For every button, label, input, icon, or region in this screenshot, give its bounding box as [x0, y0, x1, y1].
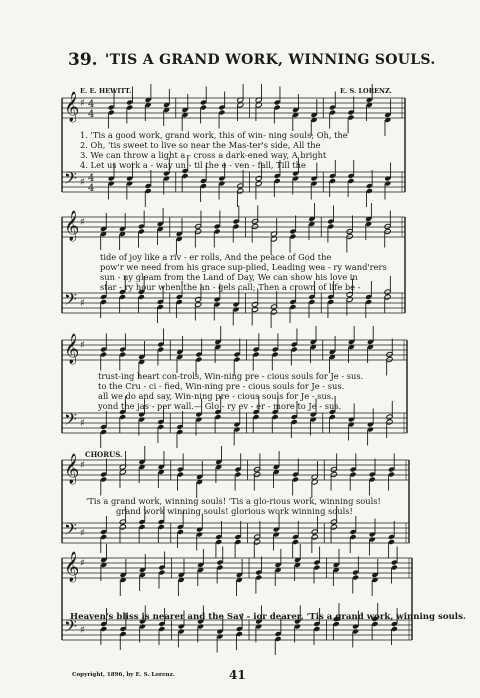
time-signature: 4	[88, 173, 95, 184]
note-head	[330, 519, 337, 525]
note-head	[195, 302, 202, 308]
verse-line-3: sun - ny gleam from the Land of Day, We can show his love in	[100, 272, 358, 282]
verse-line-3: all we do and say, Win-ning pre - cious souls for Je - sus.	[98, 391, 334, 401]
note-head	[384, 229, 391, 235]
time-signature: 4	[88, 109, 95, 120]
note-head	[254, 472, 261, 478]
note-head	[311, 534, 318, 540]
note-head	[195, 297, 202, 303]
chorus-label: CHORUS.	[85, 450, 123, 459]
note-head	[254, 467, 261, 473]
page-number: 41	[229, 668, 246, 682]
chorus-final-lyric: Heaven's bliss is nearer and the Sav - ior dearer, 'Tis a grand work, winning souls.	[70, 612, 466, 622]
verse-line-4: star - ry hour when the an - gels call; Then a crown of life be -	[100, 282, 361, 292]
verse-line-4: yond the jas - per wall.— Glo - ry ev - er - more to Je - sus.	[98, 401, 342, 411]
note-head	[384, 224, 391, 230]
bass-clef-icon: 𝄢	[64, 168, 77, 192]
composer-credit: E. S. LORENZ.	[340, 87, 392, 95]
treble-clef-icon: 𝄞	[64, 92, 80, 122]
sharp-icon: ♯	[80, 98, 85, 109]
treble-clef-icon: 𝄞	[64, 454, 80, 484]
note-head	[386, 414, 393, 420]
sharp-icon: ♯	[80, 460, 85, 471]
treble-clef-icon: 𝄞	[64, 211, 80, 241]
author-credit: E. E. HEWITT.	[80, 87, 132, 95]
note-head	[386, 352, 393, 358]
note-head	[330, 524, 337, 530]
bass-clef-icon: 𝄢	[64, 289, 77, 313]
verse-line-2: pow'r we need from his grace sup-plied, Leading wea - ry wand'rers	[100, 262, 387, 272]
sharp-icon: ♯	[80, 558, 85, 569]
bass-clef-icon: 𝄢	[64, 409, 77, 433]
verse-line-1: tide of joy like a riv - er rolls, And the peace of God the	[100, 252, 332, 262]
note-head	[330, 472, 337, 478]
bass-clef-icon: 𝄢	[64, 519, 77, 543]
bass-clef-icon: 𝄢	[64, 616, 77, 640]
note-head	[251, 219, 258, 225]
verse-line-1: 1. 'Tis a good work, grand work, this of win- ning souls; Oh, the	[80, 130, 348, 140]
verse-line-4: 4. Let us work a - way un - til the e - ven - fall, Till the	[80, 160, 306, 170]
sharp-icon: ♯	[80, 217, 85, 228]
chorus-treble-lyric: 'Tis a grand work, winning souls! 'Tis a glo-rious work, winning souls!	[86, 496, 381, 506]
note-head	[255, 176, 262, 182]
note-head	[195, 224, 202, 230]
note-head	[346, 234, 353, 240]
note-head	[237, 188, 244, 194]
chorus-bass-lyric: grand work winning souls! glorious work winning souls!	[116, 506, 353, 516]
note-head	[254, 534, 261, 540]
note-head	[346, 229, 353, 235]
sharp-icon: ♯	[80, 298, 85, 309]
sharp-icon: ♯	[80, 418, 85, 429]
hymn-number: 39.	[68, 50, 98, 70]
note-head	[311, 529, 318, 535]
note-head	[330, 467, 337, 473]
note-head	[119, 524, 126, 530]
verse-line-2: 2. Oh, 'tis sweet to live so near the Mas-ter's side, All the	[80, 140, 321, 150]
note-head	[386, 357, 393, 363]
sharp-icon: ♯	[80, 625, 85, 636]
note-head	[254, 539, 261, 545]
note-head	[119, 519, 126, 525]
note-head	[195, 229, 202, 235]
note-head	[384, 294, 391, 300]
copyright-notice: Copyright, 1896, by E. S. Lorenz.	[72, 672, 175, 678]
note-head	[270, 304, 277, 310]
treble-clef-icon: 𝄞	[64, 334, 80, 364]
note-head	[386, 419, 393, 425]
note-head	[251, 307, 258, 313]
note-head	[237, 183, 244, 189]
verse-line-1: trust-ing heart con-trols, Win-ning pre - cious souls for Je - sus.	[98, 371, 364, 381]
note-head	[270, 309, 277, 315]
time-signature: 4	[88, 183, 95, 194]
note-head	[251, 302, 258, 308]
note-head	[251, 224, 258, 230]
note-head	[255, 181, 262, 187]
sharp-icon: ♯	[80, 340, 85, 351]
sharp-icon: ♯	[80, 177, 85, 188]
hymn-title: 'TIS A GRAND WORK, WINNING SOULS.	[105, 52, 436, 68]
sharp-icon: ♯	[80, 528, 85, 539]
note-head	[384, 289, 391, 295]
treble-clef-icon: 𝄞	[64, 552, 80, 582]
note-head	[346, 297, 353, 303]
time-signature: 4	[88, 99, 95, 110]
verse-line-3: 3. We can throw a light a - cross a dark-ened way, A bright	[80, 150, 327, 160]
verse-line-2: to the Cru - ci - fied, Win-ning pre - cious souls for Je - sus.	[98, 381, 345, 391]
